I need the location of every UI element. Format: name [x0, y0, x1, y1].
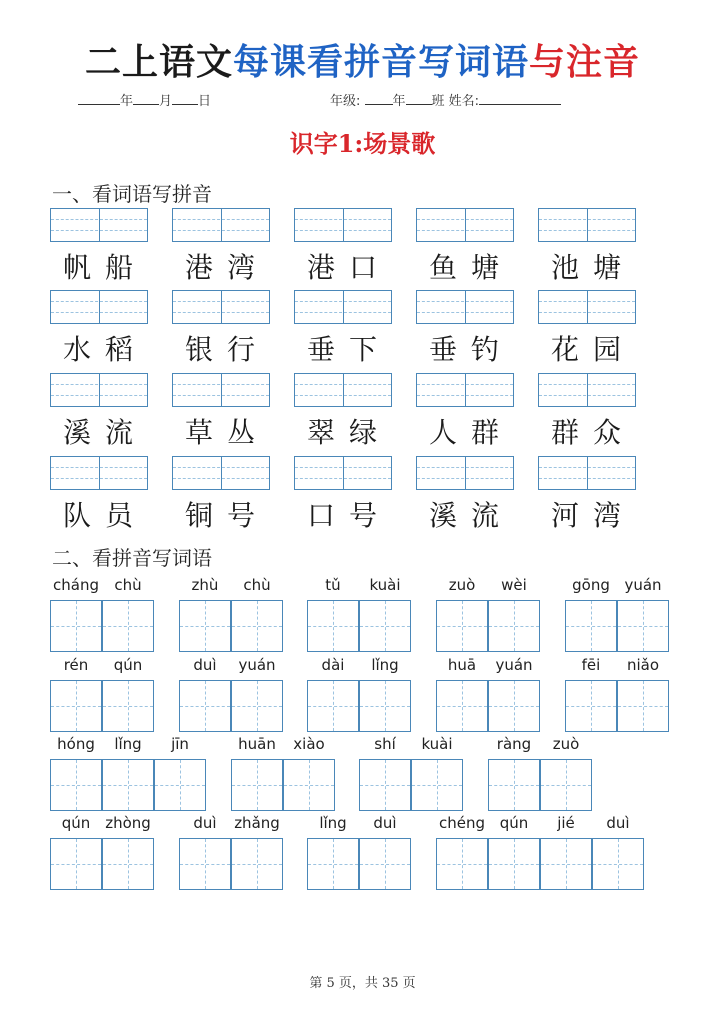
box-divider	[587, 291, 588, 323]
pinyin-writing-box[interactable]	[172, 208, 270, 242]
pinyin-label: zuò	[552, 735, 580, 753]
vocab-word: 水稻	[62, 333, 147, 366]
guide-line	[417, 230, 513, 231]
pinyin-label: qún	[61, 814, 91, 832]
vocab-word: 口号	[306, 499, 391, 532]
cell-guide-vertical	[591, 601, 592, 651]
cell-guide-vertical	[257, 760, 258, 810]
vocab-word: 队员	[62, 499, 147, 532]
pinyin-writing-box[interactable]	[294, 456, 392, 490]
pinyin-writing-box[interactable]	[416, 208, 514, 242]
box-divider	[465, 457, 466, 489]
pinyin-writing-box[interactable]	[416, 290, 514, 324]
vocab-word: 翠绿	[306, 416, 391, 449]
guide-line	[295, 478, 391, 479]
guide-line	[173, 395, 269, 396]
cell-guide-vertical	[205, 601, 206, 651]
box-divider	[343, 291, 344, 323]
character-writing-cell[interactable]	[283, 759, 335, 811]
vocab-word: 人群	[428, 416, 513, 449]
grade-blank[interactable]	[365, 92, 393, 105]
pinyin-label: qún	[113, 656, 143, 674]
guide-line	[539, 384, 635, 385]
pinyin-label: zhòng	[105, 814, 151, 832]
guide-line	[295, 230, 391, 231]
character-writing-cell[interactable]	[565, 600, 617, 652]
guide-line	[51, 312, 147, 313]
pinyin-label: zhù	[191, 576, 219, 594]
character-writing-cell[interactable]	[231, 680, 283, 732]
pinyin-label: zuò	[448, 576, 476, 594]
cell-guide-vertical	[514, 601, 515, 651]
character-writing-cell[interactable]	[359, 600, 411, 652]
pinyin-label: tǔ	[325, 576, 341, 594]
cell-guide-vertical	[514, 839, 515, 889]
character-writing-cell[interactable]	[179, 838, 231, 890]
character-writing-cell[interactable]	[307, 680, 359, 732]
character-writing-cell[interactable]	[617, 600, 669, 652]
year-blank[interactable]	[78, 92, 120, 105]
cell-guide-vertical	[514, 681, 515, 731]
cell-guide-vertical	[309, 760, 310, 810]
pinyin-label: dài	[321, 656, 345, 674]
cell-guide-vertical	[333, 601, 334, 651]
cell-guide-vertical	[462, 601, 463, 651]
cell-guide-vertical	[462, 681, 463, 731]
pinyin-label: niǎo	[626, 656, 660, 674]
vocab-word: 池塘	[550, 251, 635, 284]
box-divider	[221, 209, 222, 241]
guide-line	[51, 384, 147, 385]
day-blank[interactable]	[172, 92, 198, 105]
guide-line	[51, 301, 147, 302]
character-writing-cell[interactable]	[436, 838, 488, 890]
box-divider	[99, 374, 100, 406]
character-writing-cell[interactable]	[540, 759, 592, 811]
character-writing-cell[interactable]	[50, 759, 102, 811]
title-part-2: 每课看拼音写词语	[232, 42, 529, 83]
cell-guide-vertical	[591, 681, 592, 731]
pinyin-label: duì	[606, 814, 630, 832]
grade-label: 年级:	[330, 94, 361, 109]
box-divider	[221, 457, 222, 489]
guide-line	[417, 384, 513, 385]
guide-line	[417, 312, 513, 313]
vocab-word: 港口	[306, 251, 391, 284]
pinyin-writing-box[interactable]	[172, 456, 270, 490]
class-name-label: 班 姓名:	[431, 94, 480, 109]
guide-line	[417, 219, 513, 220]
guide-line	[417, 395, 513, 396]
box-divider	[99, 209, 100, 241]
pinyin-writing-box[interactable]	[50, 208, 148, 242]
pinyin-label: rén	[63, 656, 89, 674]
guide-line	[539, 478, 635, 479]
cell-guide-vertical	[385, 760, 386, 810]
pinyin-label: kuài	[369, 576, 401, 594]
guide-line	[539, 230, 635, 231]
cell-guide-vertical	[128, 839, 129, 889]
pinyin-label: fēi	[581, 656, 601, 674]
guide-line	[539, 312, 635, 313]
guide-line	[173, 219, 269, 220]
pinyin-writing-box[interactable]	[172, 290, 270, 324]
character-writing-cell[interactable]	[50, 680, 102, 732]
pinyin-label: duì	[373, 814, 397, 832]
worksheet-title	[0, 34, 725, 85]
box-divider	[587, 374, 588, 406]
character-writing-cell[interactable]	[411, 759, 463, 811]
date-line	[78, 90, 211, 109]
pinyin-writing-box[interactable]	[172, 373, 270, 407]
cell-guide-vertical	[385, 681, 386, 731]
section2-heading: 二、看拼音写词语	[52, 546, 212, 570]
pinyin-label: qún	[499, 814, 529, 832]
box-divider	[587, 209, 588, 241]
pinyin-writing-box[interactable]	[294, 208, 392, 242]
grade-year-label: 年	[392, 94, 406, 109]
box-divider	[99, 291, 100, 323]
vocab-word: 群众	[550, 416, 635, 449]
guide-line	[417, 301, 513, 302]
cell-guide-vertical	[76, 839, 77, 889]
box-divider	[343, 209, 344, 241]
cell-guide-vertical	[333, 681, 334, 731]
pinyin-label: chù	[243, 576, 271, 594]
pinyin-label: yuán	[238, 656, 276, 674]
pinyin-writing-box[interactable]	[416, 373, 514, 407]
guide-line	[295, 219, 391, 220]
character-writing-cell[interactable]	[179, 600, 231, 652]
character-writing-cell[interactable]	[359, 680, 411, 732]
box-divider	[587, 457, 588, 489]
pinyin-label: shí	[374, 735, 396, 753]
pinyin-label: zhǎng	[234, 814, 280, 832]
guide-line	[539, 301, 635, 302]
guide-line	[173, 230, 269, 231]
box-divider	[99, 457, 100, 489]
pinyin-writing-box[interactable]	[538, 373, 636, 407]
vocab-word: 银行	[184, 333, 269, 366]
character-writing-cell[interactable]	[488, 600, 540, 652]
pinyin-writing-box[interactable]	[538, 208, 636, 242]
guide-line	[173, 312, 269, 313]
guide-line	[295, 384, 391, 385]
pinyin-label: jīn	[171, 735, 189, 753]
character-writing-cell[interactable]	[231, 838, 283, 890]
pinyin-label: cháng	[53, 576, 99, 594]
pinyin-label: chéng	[438, 814, 485, 832]
name-blank[interactable]	[479, 92, 561, 105]
cell-guide-vertical	[618, 839, 619, 889]
vocab-word: 铜号	[184, 499, 269, 532]
title-part-1: 二上语文	[84, 42, 233, 83]
guide-line	[51, 230, 147, 231]
character-writing-cell[interactable]	[436, 680, 488, 732]
pinyin-label: hóng	[57, 735, 95, 753]
vocab-word: 鱼塘	[428, 251, 513, 284]
guide-line	[417, 478, 513, 479]
cell-guide-vertical	[566, 839, 567, 889]
character-writing-cell[interactable]	[436, 600, 488, 652]
pinyin-label: lǐng	[319, 814, 347, 832]
box-divider	[343, 457, 344, 489]
character-writing-cell[interactable]	[102, 759, 154, 811]
guide-line	[51, 395, 147, 396]
box-divider	[465, 374, 466, 406]
cell-guide-vertical	[385, 839, 386, 889]
pinyin-label: yuán	[495, 656, 533, 674]
character-writing-cell[interactable]	[102, 680, 154, 732]
character-writing-cell[interactable]	[179, 680, 231, 732]
pinyin-writing-box[interactable]	[50, 456, 148, 490]
page-footer: 第 5 页，共 35 页	[309, 976, 416, 991]
student-info-line	[330, 90, 561, 109]
vocab-word: 溪流	[62, 416, 147, 449]
pinyin-writing-box[interactable]	[50, 290, 148, 324]
guide-line	[173, 301, 269, 302]
cell-guide-vertical	[257, 601, 258, 651]
box-divider	[465, 209, 466, 241]
guide-line	[51, 219, 147, 220]
pinyin-label: kuài	[421, 735, 453, 753]
cell-guide-vertical	[128, 681, 129, 731]
pinyin-label: wèi	[501, 576, 527, 594]
guide-line	[295, 395, 391, 396]
cell-guide-vertical	[205, 839, 206, 889]
box-divider	[343, 374, 344, 406]
pinyin-label: ràng	[496, 735, 532, 753]
pinyin-label: lǐng	[114, 735, 142, 753]
pinyin-writing-box[interactable]	[294, 373, 392, 407]
guide-line	[173, 467, 269, 468]
vocab-word: 垂下	[306, 333, 391, 366]
pinyin-label: huā	[447, 656, 477, 674]
year-label: 年	[120, 94, 134, 109]
vocab-word: 河湾	[550, 499, 635, 532]
cell-guide-vertical	[333, 839, 334, 889]
pinyin-label: lǐng	[371, 656, 399, 674]
cell-guide-vertical	[385, 601, 386, 651]
cell-guide-vertical	[462, 839, 463, 889]
character-writing-cell[interactable]	[488, 680, 540, 732]
guide-line	[295, 312, 391, 313]
pinyin-label: yuán	[624, 576, 662, 594]
character-writing-cell[interactable]	[540, 838, 592, 890]
cell-guide-vertical	[257, 681, 258, 731]
box-divider	[221, 374, 222, 406]
day-label: 日	[198, 94, 212, 109]
class-blank[interactable]	[406, 92, 432, 105]
pinyin-writing-box[interactable]	[294, 290, 392, 324]
cell-guide-vertical	[76, 681, 77, 731]
cell-guide-vertical	[566, 760, 567, 810]
character-writing-cell[interactable]	[592, 838, 644, 890]
character-writing-cell[interactable]	[617, 680, 669, 732]
character-writing-cell[interactable]	[565, 680, 617, 732]
lesson-title: 识字1:场景歌	[289, 129, 436, 158]
character-writing-cell[interactable]	[154, 759, 206, 811]
cell-guide-vertical	[128, 601, 129, 651]
character-writing-cell[interactable]	[50, 600, 102, 652]
cell-guide-vertical	[205, 681, 206, 731]
pinyin-writing-box[interactable]	[538, 290, 636, 324]
guide-line	[173, 478, 269, 479]
cell-guide-vertical	[180, 760, 181, 810]
character-writing-cell[interactable]	[231, 759, 283, 811]
cell-guide-vertical	[643, 601, 644, 651]
character-writing-cell[interactable]	[102, 838, 154, 890]
character-writing-cell[interactable]	[359, 838, 411, 890]
vocab-word: 花园	[550, 333, 635, 366]
vocab-word: 溪流	[428, 499, 513, 532]
box-divider	[221, 291, 222, 323]
guide-line	[173, 384, 269, 385]
pinyin-label: chù	[114, 576, 142, 594]
guide-line	[295, 301, 391, 302]
box-divider	[465, 291, 466, 323]
character-writing-cell[interactable]	[231, 600, 283, 652]
pinyin-label: gōng	[572, 576, 610, 594]
character-writing-cell[interactable]	[50, 838, 102, 890]
vocab-word: 垂钓	[428, 333, 513, 366]
cell-guide-vertical	[257, 839, 258, 889]
guide-line	[51, 478, 147, 479]
character-writing-cell[interactable]	[359, 759, 411, 811]
month-blank[interactable]	[133, 92, 159, 105]
cell-guide-vertical	[76, 760, 77, 810]
character-writing-cell[interactable]	[488, 759, 540, 811]
guide-line	[539, 395, 635, 396]
character-writing-cell[interactable]	[307, 600, 359, 652]
guide-line	[417, 467, 513, 468]
guide-line	[51, 467, 147, 468]
pinyin-writing-box[interactable]	[50, 373, 148, 407]
section1-heading: 一、看词语写拼音	[52, 182, 212, 206]
cell-guide-vertical	[128, 760, 129, 810]
pinyin-label: jié	[557, 814, 575, 832]
vocab-word: 帆船	[62, 251, 147, 284]
guide-line	[539, 467, 635, 468]
vocab-word: 草丛	[184, 416, 269, 449]
pinyin-label: xiào	[293, 735, 325, 753]
pinyin-writing-box[interactable]	[416, 456, 514, 490]
cell-guide-vertical	[643, 681, 644, 731]
character-writing-cell[interactable]	[102, 600, 154, 652]
pinyin-label: duì	[193, 656, 217, 674]
cell-guide-vertical	[437, 760, 438, 810]
cell-guide-vertical	[76, 601, 77, 651]
pinyin-label: huān	[238, 735, 276, 753]
pinyin-label: duì	[193, 814, 217, 832]
month-label: 月	[159, 94, 173, 109]
cell-guide-vertical	[514, 760, 515, 810]
guide-line	[539, 219, 635, 220]
guide-line	[295, 467, 391, 468]
character-writing-cell[interactable]	[488, 838, 540, 890]
pinyin-writing-box[interactable]	[538, 456, 636, 490]
vocab-word: 港湾	[184, 251, 269, 284]
character-writing-cell[interactable]	[307, 838, 359, 890]
title-part-3: 与注音	[529, 42, 641, 83]
